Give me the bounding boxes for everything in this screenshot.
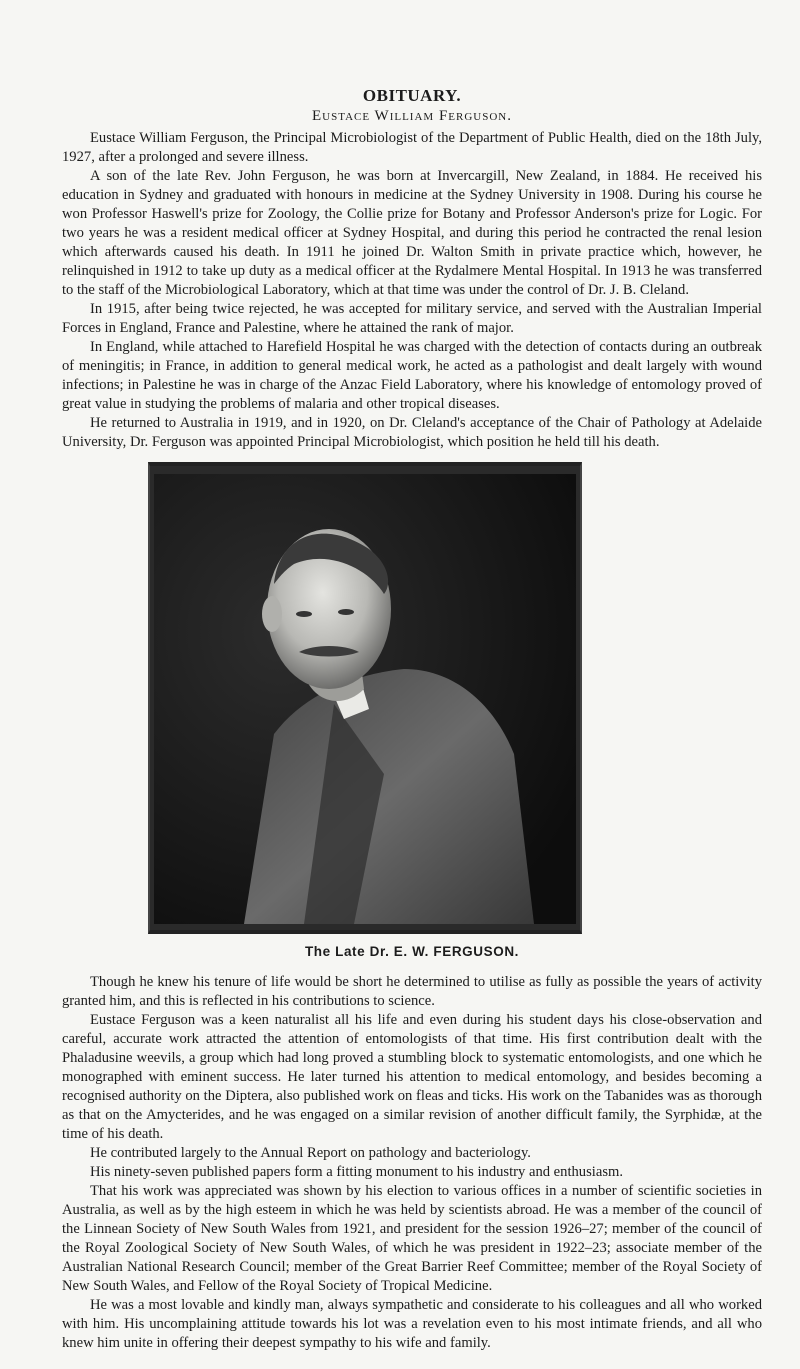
paragraph: In England, while attached to Harefield Hospital he was charged with the detection of contacts during an outbreak of meningitis; in France, in addition to general medical work, he acted as a pathologist and dealt largely with wound infections; in Palestine he was in charge of the Anzac Field Laboratory, where his knowledge of entomology proved of great value in studying the problems of malaria and other tropical diseases.	[62, 339, 762, 412]
obituary-heading: OBITUARY.	[362, 86, 462, 105]
paragraph: Though he knew his tenure of life would be short he determined to utilise as fully as possible the years of activity granted him, and this is reflected in his contributions to science.	[62, 974, 762, 1009]
obituary-name: Eustace William Ferguson.	[312, 108, 512, 124]
paragraph: Eustace Ferguson was a keen naturalist all his life and even during his student days his close-observation and careful, accurate work attracted the attention of entomologists of that time. His first contribution dealt with the Phaladusine weevils, a group which had long proved a stumbling block to systematic entomologists, and one which he monographed with eminent success. He later turned his attention to medical entomology, and besides becoming a recognised authority on the Diptera, also published work on fleas and ticks. His work on the Tabanides was as thorough as that on the Amycterides, and he was engaged on a similar revision of another difficult family, the Syrphidæ, at the time of his death.	[62, 1012, 762, 1142]
paragraph: That his work was appreciated was shown by his election to various offices in a number of scientific societies in Australia, as well as by the high esteem in which he was held by scientists abroad. He was a member of the council of the Linnean Society of New South Wales from 1921, and president for the session 1926–27; member of the council of the Royal Zoological Society of New South Wales, of which he was president in 1922–23; associate member of the Australian National Research Council; member of the Great Barrier Reef Committee; member of the Royal Society of New South Wales, and Fellow of the Royal Society of Tropical Medicine.	[62, 1183, 762, 1294]
paragraph: Eustace William Ferguson, the Principal Microbiologist of the Department of Public Health, died on the 18th July, 1927, after a prolonged and severe illness.	[62, 130, 762, 165]
portrait-photo	[148, 462, 588, 934]
portrait-illustration	[154, 474, 576, 924]
paragraph: In 1915, after being twice rejected, he was accepted for military service, and served with the Australian Imperial Forces in England, France and Palestine, where he attained the rank of major.	[62, 301, 762, 336]
document-page	[62, 0, 762, 1353]
paragraph: His ninety-seven published papers form a fitting monument to his industry and enthusiasm.	[90, 1164, 623, 1180]
paragraph: He returned to Australia in 1919, and in 1920, on Dr. Cleland's acceptance of the Chair of Pathology at Adelaide University, Dr. Ferguson was appointed Principal Microbiologist, which position he held till his death.	[62, 415, 762, 450]
paragraph: A son of the late Rev. John Ferguson, he was born at Invercargill, New Zealand, in 1884. He received his education in Sydney and graduated with honours in medicine at the Sydney University in 1908. During his course he won Professor Haswell's prize for Zoology, the Collie prize for Botany and Professor Anderson's prize for Logic. For two years he was a resident medical officer at Sydney Hospital, and during this period he contracted the renal lesion which afterwards caused his death. In 1911 he joined Dr. Walton Smith in private practice which, however, he relinquished in 1912 to take up duty as a medical officer at the Rydalmere Mental Hospital. In 1913 he was transferred to the staff of the Microbiological Laboratory, which at that time was under the control of Dr. J. B. Cleland.	[62, 168, 762, 298]
paragraph: He contributed largely to the Annual Report on pathology and bacteriology.	[90, 1145, 531, 1161]
portrait-image	[154, 474, 576, 924]
body-top	[62, 129, 762, 452]
photo-caption: The Late Dr. E. W. FERGUSON.	[304, 944, 520, 959]
paragraph: He was a most lovable and kindly man, always sympathetic and considerate to his colleagues and all who worked with him. His uncomplaining attitude towards his lot was a revelation even to his most intimate friends, and all who knew him unite in offering their deepest sympathy to his wife and family.	[62, 1297, 762, 1351]
body-bottom	[62, 973, 762, 1353]
